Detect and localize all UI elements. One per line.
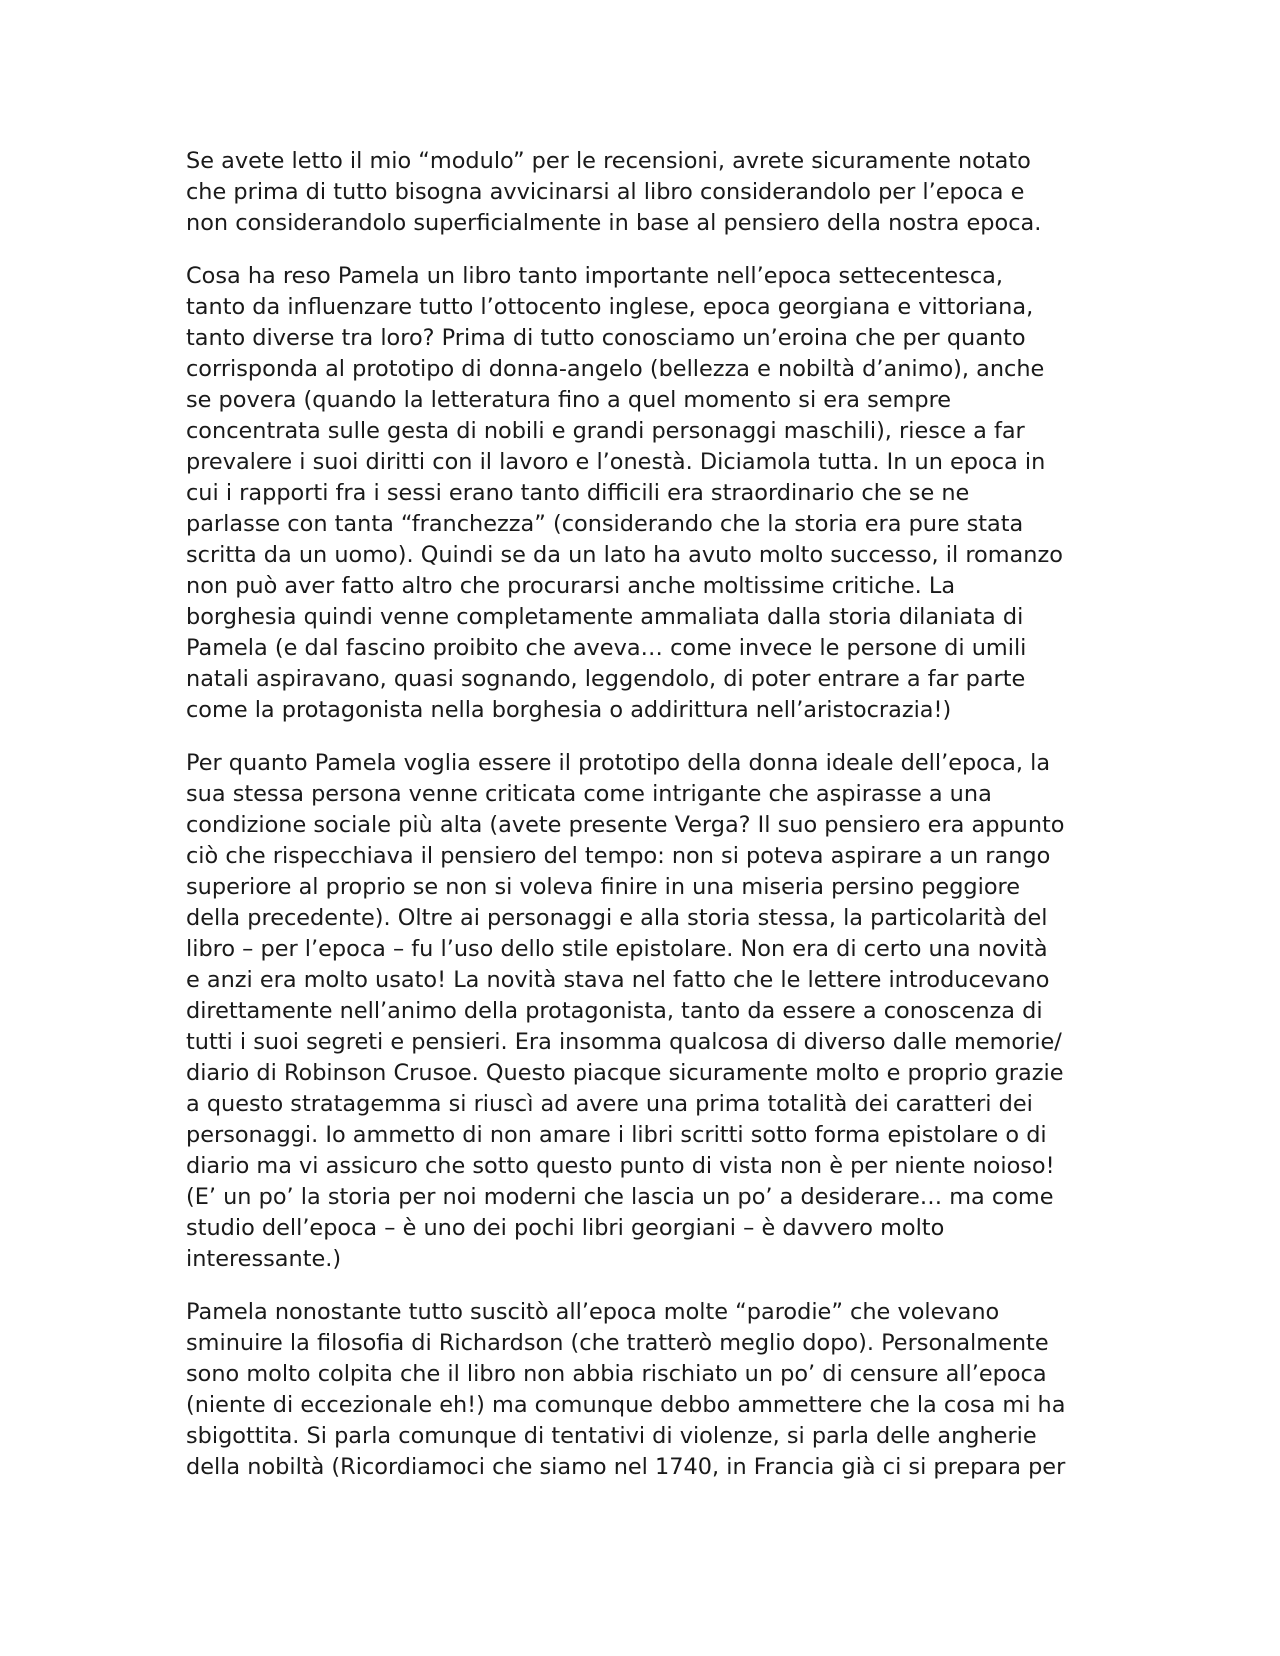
text-line: superiore al proprio se non si voleva finire in una miseria persino peggiore xyxy=(186,874,1021,900)
text-line: ciò che rispecchiava il pensiero del tempo: non si poteva aspirare a un rango xyxy=(186,843,1051,869)
text-line: (niente di eccezionale eh!) ma comunque debbo ammettere che la cosa mi ha xyxy=(186,1392,1066,1418)
text-line: come la protagonista nella borghesia o addirittura nell’aristocrazia!) xyxy=(186,697,952,723)
text-line: sbigottita. Si parla comunque di tentativi di violenze, si parla delle angherie xyxy=(186,1423,1037,1449)
text-line: borghesia quindi venne completamente ammaliata dalla storia dilaniata di xyxy=(186,604,1024,630)
text-line: Pamela nonostante tutto suscitò all’epoca molte “parodie” che volevano xyxy=(186,1299,1000,1325)
text-line: della nobiltà (Ricordiamoci che siamo nel 1740, in Francia già ci si prepara per xyxy=(186,1454,1066,1480)
text-line: Per quanto Pamela voglia essere il prototipo della donna ideale dell’epoca, la xyxy=(186,750,1051,776)
text-line: che prima di tutto bisogna avvicinarsi al libro considerandolo per l’epoca e xyxy=(186,179,1025,205)
text-line: diario ma vi assicuro che sotto questo punto di vista non è per niente noioso! xyxy=(186,1153,1055,1179)
text-line: libro – per l’epoca – fu l’uso dello stile epistolare. Non era di certo una novità xyxy=(186,936,1048,962)
text-line: sua stessa persona venne criticata come intrigante che aspirasse a una xyxy=(186,781,992,807)
text-line: condizione sociale più alta (avete presente Verga? Il suo pensiero era appunto xyxy=(186,812,1065,838)
text-line: e anzi era molto usato! La novità stava nel fatto che le lettere introducevano xyxy=(186,967,1050,993)
text-line: prevalere i suoi diritti con il lavoro e l’onestà. Diciamola tutta. In un epoca in xyxy=(186,449,1046,475)
text-line: sminuire la filosofia di Richardson (che tratterò meglio dopo). Personalmente xyxy=(186,1330,1049,1356)
text-line: studio dell’epoca – è uno dei pochi libri georgiani – è davvero molto xyxy=(186,1215,945,1241)
text-line: a questo stratagemma si riuscì ad avere una prima totalità dei caratteri dei xyxy=(186,1091,1033,1117)
text-line: corrisponda al prototipo di donna-angelo (bellezza e nobiltà d’animo), anche xyxy=(186,356,1045,382)
text-line: se povera (quando la letteratura fino a quel momento si era sempre xyxy=(186,387,952,413)
text-line: non può aver fatto altro che procurarsi anche moltissime critiche. La xyxy=(186,573,956,599)
text-line: scritta da un uomo). Quindi se da un lato ha avuto molto successo, il romanzo xyxy=(186,542,1063,568)
text-line: non considerandolo superficialmente in base al pensiero della nostra epoca. xyxy=(186,210,1042,236)
document-body xyxy=(186,146,1096,1505)
text-line: Se avete letto il mio “modulo” per le recensioni, avrete sicuramente notato xyxy=(186,148,1031,174)
text-line: sono molto colpita che il libro non abbia rischiato un po’ di censure all’epoca xyxy=(186,1361,1047,1387)
paragraph-2 xyxy=(186,261,1096,726)
text-line: tanto da influenzare tutto l’ottocento inglese, epoca georgiana e vittoriana, xyxy=(186,294,1034,320)
text-line: concentrata sulle gesta di nobili e grandi personaggi maschili), riesce a far xyxy=(186,418,1025,444)
text-line: cui i rapporti fra i sessi erano tanto difficili era straordinario che se ne xyxy=(186,480,970,506)
text-line: interessante.) xyxy=(186,1246,342,1272)
text-line: diario di Robinson Crusoe. Questo piacque sicuramente molto e proprio grazie xyxy=(186,1060,1064,1086)
text-line: direttamente nell’animo della protagonista, tanto da essere a conoscenza di xyxy=(186,998,1043,1024)
text-line: parlasse con tanta “franchezza” (considerando che la storia era pure stata xyxy=(186,511,1024,537)
text-line: della precedente). Oltre ai personaggi e alla storia stessa, la particolarità del xyxy=(186,905,1048,931)
paragraph-4 xyxy=(186,1297,1096,1483)
text-line: natali aspiravano, quasi sognando, leggendolo, di poter entrare a far parte xyxy=(186,666,1026,692)
text-line: personaggi. Io ammetto di non amare i libri scritti sotto forma epistolare o di xyxy=(186,1122,1047,1148)
text-line: Pamela (e dal fascino proibito che aveva… come invece le persone di umili xyxy=(186,635,1027,661)
text-line: tanto diverse tra loro? Prima di tutto conosciamo un’eroina che per quanto xyxy=(186,325,1026,351)
text-line: (E’ un po’ la storia per noi moderni che lascia un po’ a desiderare… ma come xyxy=(186,1184,1054,1210)
text-line: Cosa ha reso Pamela un libro tanto importante nell’epoca settecentesca, xyxy=(186,263,1003,289)
text-line: tutti i suoi segreti e pensieri. Era insomma qualcosa di diverso dalle memorie/ xyxy=(186,1029,1062,1055)
paragraph-3 xyxy=(186,748,1096,1275)
paragraph-1 xyxy=(186,146,1096,239)
